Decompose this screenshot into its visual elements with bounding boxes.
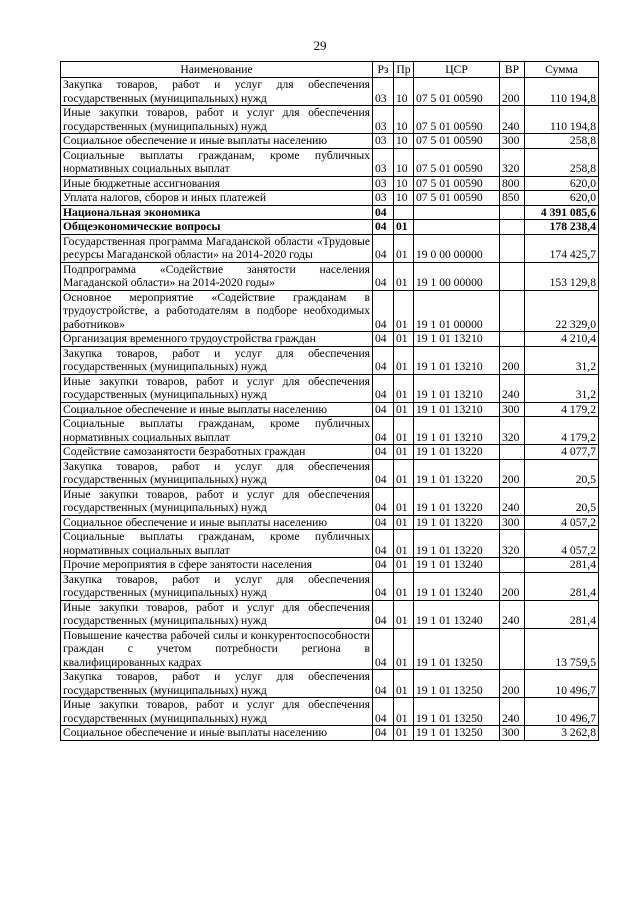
cell-rz: 04 [373, 628, 394, 670]
cell-vr [500, 445, 525, 460]
cell-vr: 320 [500, 417, 525, 445]
table-row [61, 262, 599, 290]
cell-csr: 07 5 01 00590 [414, 106, 500, 134]
cell-pr: 01 [394, 600, 414, 628]
cell-sum: 22 329,0 [525, 290, 599, 332]
cell-name: Повышение качества рабочей силы и конкурентоспособности граждан с учетом потребности региона в квалифицированных кадрах [61, 628, 373, 670]
cell-name: Закупка товаров, работ и услуг для обеспечения государственных (муниципальных) нужд [61, 346, 373, 374]
table-row [61, 176, 599, 191]
table-row [61, 726, 599, 741]
cell-pr: 01 [394, 726, 414, 741]
cell-vr: 200 [500, 572, 525, 600]
cell-csr: 19 1 01 13240 [414, 572, 500, 600]
cell-name: Национальная экономика [61, 205, 373, 220]
page-number: 29 [313, 38, 327, 53]
cell-vr: 300 [500, 402, 525, 417]
table-row [61, 191, 599, 206]
cell-sum: 258,8 [525, 148, 599, 176]
header-name: Наименование [61, 62, 373, 78]
cell-csr: 19 1 01 13210 [414, 374, 500, 402]
cell-rz: 03 [373, 148, 394, 176]
cell-name: Иные закупки товаров, работ и услуг для обеспечения государственных (муниципальных) нужд [61, 106, 373, 134]
cell-name: Иные закупки товаров, работ и услуг для обеспечения государственных (муниципальных) нужд [61, 600, 373, 628]
header-vr: ВР [500, 62, 525, 78]
cell-sum: 10 496,7 [525, 670, 599, 698]
table-row [61, 487, 599, 515]
table-row [61, 332, 599, 347]
cell-sum: 4 210,4 [525, 332, 599, 347]
cell-vr: 240 [500, 374, 525, 402]
cell-sum: 20,5 [525, 487, 599, 515]
cell-vr: 300 [500, 726, 525, 741]
cell-sum: 258,8 [525, 134, 599, 149]
cell-pr: 01 [394, 262, 414, 290]
cell-rz: 04 [373, 726, 394, 741]
cell-name: Социальное обеспечение и иные выплаты населению [61, 726, 373, 741]
cell-name: Закупка товаров, работ и услуг для обеспечения государственных (муниципальных) нужд [61, 459, 373, 487]
cell-name: Иные бюджетные ассигнования [61, 176, 373, 191]
cell-rz: 04 [373, 572, 394, 600]
cell-sum: 620,0 [525, 176, 599, 191]
cell-csr: 19 1 01 13250 [414, 670, 500, 698]
header-rz: Рз [373, 62, 394, 78]
table-row [61, 205, 599, 220]
table-header-row [61, 62, 599, 78]
cell-rz: 04 [373, 445, 394, 460]
cell-rz: 04 [373, 670, 394, 698]
cell-vr: 240 [500, 698, 525, 726]
cell-pr: 01 [394, 445, 414, 460]
cell-pr: 01 [394, 459, 414, 487]
cell-vr: 200 [500, 459, 525, 487]
cell-rz: 04 [373, 205, 394, 220]
cell-pr: 10 [394, 148, 414, 176]
cell-pr: 01 [394, 515, 414, 530]
table-row [61, 134, 599, 149]
cell-vr: 320 [500, 148, 525, 176]
cell-sum: 4 057,2 [525, 515, 599, 530]
cell-sum: 110 194,8 [525, 78, 599, 106]
cell-csr [414, 220, 500, 235]
cell-vr: 240 [500, 487, 525, 515]
table-row [61, 220, 599, 235]
table-row [61, 290, 599, 332]
cell-pr: 01 [394, 558, 414, 573]
cell-vr [500, 220, 525, 235]
table-row [61, 558, 599, 573]
cell-rz: 04 [373, 698, 394, 726]
cell-vr: 300 [500, 134, 525, 149]
cell-csr: 19 1 01 13210 [414, 332, 500, 347]
cell-csr: 07 5 01 00590 [414, 148, 500, 176]
cell-name: Подпрограмма «Содействие занятости населения Магаданской области» на 2014-2020 годы» [61, 262, 373, 290]
cell-sum: 13 759,5 [525, 628, 599, 670]
cell-name: Социальные выплаты гражданам, кроме публичных нормативных социальных выплат [61, 417, 373, 445]
table-row [61, 670, 599, 698]
cell-sum: 174 425,7 [525, 234, 599, 262]
table-row [61, 106, 599, 134]
table-row [61, 698, 599, 726]
cell-csr: 19 1 01 13220 [414, 445, 500, 460]
cell-vr: 300 [500, 515, 525, 530]
cell-csr: 19 1 01 13220 [414, 459, 500, 487]
cell-vr [500, 234, 525, 262]
cell-csr: 19 1 01 13250 [414, 698, 500, 726]
cell-name: Государственная программа Магаданской области «Трудовые ресурсы Магаданской области» на 2014-2020 годы [61, 234, 373, 262]
cell-rz: 03 [373, 78, 394, 106]
cell-name: Социальные выплаты гражданам, кроме публичных нормативных социальных выплат [61, 148, 373, 176]
cell-pr: 01 [394, 698, 414, 726]
cell-sum: 20,5 [525, 459, 599, 487]
cell-name: Социальное обеспечение и иные выплаты населению [61, 515, 373, 530]
cell-rz: 04 [373, 402, 394, 417]
cell-rz: 04 [373, 558, 394, 573]
cell-name: Социальные выплаты гражданам, кроме публичных нормативных социальных выплат [61, 530, 373, 558]
table-row [61, 78, 599, 106]
table-row [61, 600, 599, 628]
cell-rz: 03 [373, 134, 394, 149]
cell-vr [500, 205, 525, 220]
cell-name: Уплата налогов, сборов и иных платежей [61, 191, 373, 206]
cell-sum: 110 194,8 [525, 106, 599, 134]
cell-sum: 620,0 [525, 191, 599, 206]
header-csr: ЦСР [414, 62, 500, 78]
cell-pr: 01 [394, 628, 414, 670]
cell-csr: 19 0 00 00000 [414, 234, 500, 262]
cell-pr: 01 [394, 402, 414, 417]
cell-name: Иные закупки товаров, работ и услуг для обеспечения государственных (муниципальных) нужд [61, 374, 373, 402]
cell-rz: 03 [373, 191, 394, 206]
cell-vr: 200 [500, 78, 525, 106]
cell-vr [500, 290, 525, 332]
cell-pr: 10 [394, 191, 414, 206]
cell-vr: 800 [500, 176, 525, 191]
cell-vr: 240 [500, 106, 525, 134]
table-row [61, 417, 599, 445]
cell-pr: 01 [394, 374, 414, 402]
cell-rz: 04 [373, 417, 394, 445]
cell-vr: 850 [500, 191, 525, 206]
cell-rz: 04 [373, 515, 394, 530]
cell-vr [500, 558, 525, 573]
cell-name: Основное мероприятие «Содействие гражданам в трудоустройстве, а работодателям в подборе необходимых работников» [61, 290, 373, 332]
cell-sum: 281,4 [525, 558, 599, 573]
cell-name: Социальное обеспечение и иные выплаты населению [61, 134, 373, 149]
cell-csr: 19 1 01 13210 [414, 346, 500, 374]
budget-table [60, 61, 599, 741]
cell-pr: 01 [394, 234, 414, 262]
cell-sum: 4 179,2 [525, 417, 599, 445]
cell-sum: 4 391 085,6 [525, 205, 599, 220]
cell-name: Общеэкономические вопросы [61, 220, 373, 235]
cell-vr: 320 [500, 530, 525, 558]
cell-csr: 07 5 01 00590 [414, 191, 500, 206]
cell-name: Закупка товаров, работ и услуг для обеспечения государственных (муниципальных) нужд [61, 78, 373, 106]
cell-csr: 07 5 01 00590 [414, 176, 500, 191]
cell-pr: 10 [394, 134, 414, 149]
table-row [61, 402, 599, 417]
cell-name: Социальное обеспечение и иные выплаты населению [61, 402, 373, 417]
cell-rz: 04 [373, 459, 394, 487]
cell-pr: 01 [394, 670, 414, 698]
cell-rz: 04 [373, 530, 394, 558]
cell-pr: 01 [394, 290, 414, 332]
cell-name: Закупка товаров, работ и услуг для обеспечения государственных (муниципальных) нужд [61, 572, 373, 600]
cell-sum: 4 179,2 [525, 402, 599, 417]
cell-csr: 07 5 01 00590 [414, 78, 500, 106]
cell-pr [394, 205, 414, 220]
cell-name: Содействие самозанятости безработных граждан [61, 445, 373, 460]
cell-vr: 200 [500, 670, 525, 698]
cell-sum: 4 077,7 [525, 445, 599, 460]
cell-name: Иные закупки товаров, работ и услуг для обеспечения государственных (муниципальных) нужд [61, 698, 373, 726]
table-row [61, 374, 599, 402]
header-sum: Сумма [525, 62, 599, 78]
cell-pr: 01 [394, 346, 414, 374]
cell-vr [500, 262, 525, 290]
cell-vr: 200 [500, 346, 525, 374]
cell-rz: 04 [373, 290, 394, 332]
cell-pr: 01 [394, 572, 414, 600]
cell-rz: 04 [373, 346, 394, 374]
cell-name: Прочие мероприятия в сфере занятости населения [61, 558, 373, 573]
table-row [61, 234, 599, 262]
cell-sum: 31,2 [525, 374, 599, 402]
cell-pr: 10 [394, 106, 414, 134]
cell-csr: 19 1 00 00000 [414, 262, 500, 290]
cell-sum: 153 129,8 [525, 262, 599, 290]
table-row [61, 445, 599, 460]
table-row [61, 148, 599, 176]
cell-csr: 19 1 01 00000 [414, 290, 500, 332]
table-row [61, 572, 599, 600]
cell-pr: 01 [394, 530, 414, 558]
cell-csr: 19 1 01 13240 [414, 600, 500, 628]
cell-rz: 03 [373, 176, 394, 191]
cell-sum: 10 496,7 [525, 698, 599, 726]
cell-name: Организация временного трудоустройства граждан [61, 332, 373, 347]
cell-sum: 281,4 [525, 572, 599, 600]
cell-csr: 19 1 01 13220 [414, 515, 500, 530]
cell-csr: 19 1 01 13210 [414, 402, 500, 417]
table-row [61, 459, 599, 487]
cell-rz: 04 [373, 220, 394, 235]
cell-name: Иные закупки товаров, работ и услуг для обеспечения государственных (муниципальных) нужд [61, 487, 373, 515]
cell-vr [500, 332, 525, 347]
cell-sum: 178 238,4 [525, 220, 599, 235]
table-row [61, 515, 599, 530]
cell-vr: 240 [500, 600, 525, 628]
cell-csr: 19 1 01 13220 [414, 487, 500, 515]
cell-name: Закупка товаров, работ и услуг для обеспечения государственных (муниципальных) нужд [61, 670, 373, 698]
cell-csr: 19 1 01 13220 [414, 530, 500, 558]
cell-sum: 31,2 [525, 346, 599, 374]
cell-rz: 04 [373, 600, 394, 628]
cell-csr: 19 1 01 13250 [414, 726, 500, 741]
table-row [61, 530, 599, 558]
table-row [61, 628, 599, 670]
cell-sum: 4 057,2 [525, 530, 599, 558]
cell-sum: 281,4 [525, 600, 599, 628]
cell-pr: 01 [394, 417, 414, 445]
cell-rz: 04 [373, 262, 394, 290]
cell-csr: 07 5 01 00590 [414, 134, 500, 149]
cell-sum: 3 262,8 [525, 726, 599, 741]
cell-pr: 10 [394, 176, 414, 191]
cell-pr: 10 [394, 78, 414, 106]
cell-pr: 01 [394, 332, 414, 347]
cell-rz: 04 [373, 374, 394, 402]
cell-rz: 04 [373, 332, 394, 347]
cell-rz: 04 [373, 487, 394, 515]
cell-csr: 19 1 01 13250 [414, 628, 500, 670]
cell-rz: 04 [373, 234, 394, 262]
cell-pr: 01 [394, 220, 414, 235]
cell-pr: 01 [394, 487, 414, 515]
cell-csr: 19 1 01 13210 [414, 417, 500, 445]
cell-rz: 03 [373, 106, 394, 134]
table-body [61, 78, 599, 741]
cell-csr: 19 1 01 13240 [414, 558, 500, 573]
cell-csr [414, 205, 500, 220]
table-row [61, 346, 599, 374]
header-pr: Пр [394, 62, 414, 78]
cell-vr [500, 628, 525, 670]
